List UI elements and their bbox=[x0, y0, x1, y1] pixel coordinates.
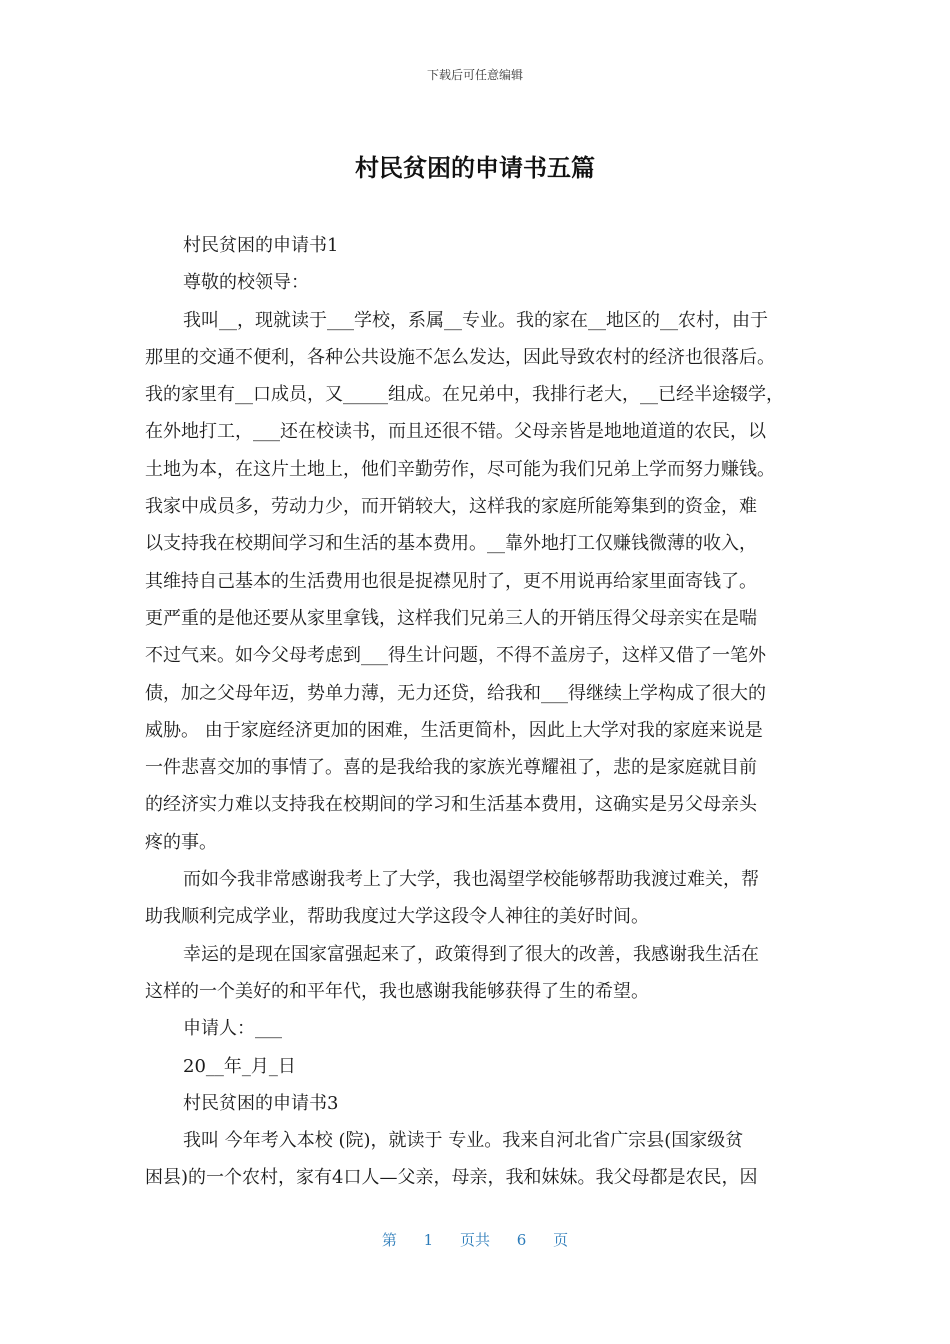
footer-page-number: 1 bbox=[423, 1231, 434, 1249]
footer-total-pages: 6 bbox=[516, 1231, 527, 1249]
text-line: 疼的事。 bbox=[145, 831, 217, 853]
page-footer bbox=[0, 1229, 950, 1250]
section-heading-3: 村民贫困的申请书3 bbox=[183, 1092, 339, 1114]
text-line: 一件悲喜交加的事情了。喜的是我给我的家族光尊耀祖了，悲的是家庭就目前 bbox=[145, 757, 757, 779]
text-line: 困县)的一个农村，家有4口人—父亲，母亲，我和妹妹。我父母都是农民，因 bbox=[145, 1167, 758, 1189]
paragraph-3 bbox=[145, 936, 815, 1011]
text-line: 更严重的是他还要从家里拿钱，这样我们兄弟三人的开销压得父母亲实在是喘 bbox=[145, 607, 757, 629]
text-line: 幸运的是现在国家富强起来了，政策得到了很大的改善，我感谢我生活在 bbox=[183, 943, 759, 965]
footer-di: 第 bbox=[381, 1231, 397, 1249]
paragraph-2 bbox=[145, 861, 815, 936]
footer-ye: 页 bbox=[553, 1231, 569, 1249]
paragraph-1 bbox=[145, 302, 815, 861]
text-line: 我家中成员多，劳动力少，而开销较大，这样我的家庭所能筹集到的资金，难 bbox=[145, 496, 757, 518]
text-line: 的经济实力难以支持我在校期间的学习和生活基本费用，这确实是另父母亲头 bbox=[145, 794, 757, 816]
text-line: 助我顺利完成学业，帮助我度过大学这段令人神往的美好时间。 bbox=[145, 906, 649, 928]
text-line: 威胁。 由于家庭经济更加的困难，生活更简朴，因此上大学对我的家庭来说是 bbox=[145, 719, 763, 741]
text-line: 我叫 今年考入本校 (院)，就读于 专业。我来自河北省广宗县(国家级贫 bbox=[183, 1130, 744, 1152]
text-line: 而如今我非常感谢我考上了大学，我也渴望学校能够帮助我渡过难关，帮 bbox=[183, 869, 759, 891]
date-line: 20__年_月_日 bbox=[183, 1055, 296, 1077]
footer-ye-gong: 页共 bbox=[459, 1231, 490, 1249]
text-line: 我的家里有__口成员，又_____组成。在兄弟中，我排行老大，__已经半途辍学， bbox=[145, 384, 784, 406]
text-line: 这样的一个美好的和平年代，我也感谢我能够获得了生的希望。 bbox=[145, 980, 649, 1002]
section-heading-1: 村民贫困的申请书1 bbox=[183, 235, 339, 256]
paragraph-4 bbox=[145, 1122, 815, 1197]
applicant-line: 申请人：___ bbox=[183, 1018, 282, 1040]
page-header: 下载后可任意编辑 bbox=[426, 68, 523, 82]
document-body bbox=[145, 227, 815, 1197]
text-line: 在外地打工，___还在校读书，而且还很不错。父母亲皆是地地道道的农民，以 bbox=[145, 421, 766, 443]
text-line: 我叫__，现就读于___学校，系属__专业。我的家在__地区的__农村，由于 bbox=[183, 309, 768, 331]
text-line: 那里的交通不便利，各种公共设施不怎么发达，因此导致农村的经济也很落后。 bbox=[145, 346, 775, 368]
text-line: 债，加之父母年迈，势单力薄，无力还贷，给我和___得继续上学构成了很大的 bbox=[145, 682, 766, 704]
text-line: 其维持自己基本的生活费用也很是捉襟见肘了，更不用说再给家里面寄钱了。 bbox=[145, 570, 757, 592]
text-line: 以支持我在校期间学习和生活的基本费用。__靠外地打工仅赚钱微薄的收入， bbox=[145, 533, 757, 555]
document-title: 村民贫困的申请书五篇 bbox=[355, 154, 595, 182]
text-line: 不过气来。如今父母考虑到___得生计问题，不得不盖房子，这样又借了一笔外 bbox=[145, 645, 766, 667]
text-line: 土地为本，在这片土地上，他们辛勤劳作，尽可能为我们兄弟上学而努力赚钱。 bbox=[145, 458, 775, 480]
salutation: 尊敬的校领导： bbox=[183, 272, 309, 294]
